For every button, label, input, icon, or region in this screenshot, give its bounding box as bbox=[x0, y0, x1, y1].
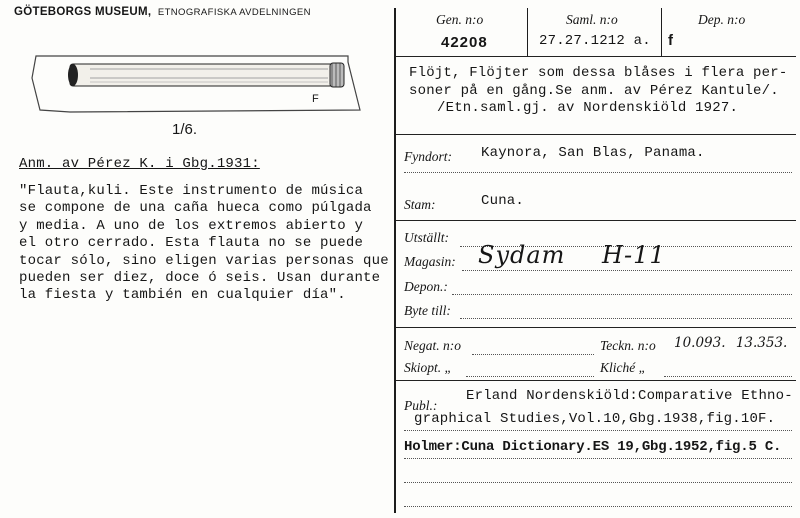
number-divider-1 bbox=[527, 8, 528, 56]
gen-number: 42208 bbox=[441, 34, 488, 51]
card-divider bbox=[394, 8, 396, 513]
figure-scale: 1/6. bbox=[172, 121, 198, 138]
museum-name: GÖTEBORGS MUSEUM, bbox=[14, 6, 152, 18]
department-name: ETNOGRAFISKA AVDELNINGEN bbox=[157, 7, 311, 18]
publ-label: Publ.: bbox=[404, 398, 438, 413]
saml-mark: f bbox=[668, 32, 673, 49]
byte-dots bbox=[460, 318, 792, 319]
kliche-rule bbox=[396, 380, 796, 381]
stam-label: Stam: bbox=[404, 197, 436, 212]
saml-number: 27.27.1212 a. bbox=[539, 33, 651, 49]
dep-label: Dep. n:o bbox=[698, 12, 746, 27]
museum-header bbox=[14, 6, 311, 18]
magasin-label: Magasin: bbox=[404, 254, 456, 269]
description-line: soner på en gång.Se anm. av Pérez Kantule/. bbox=[409, 82, 779, 99]
magasin-dots bbox=[462, 270, 792, 271]
fyndort-value: Kaynora, San Blas, Panama. bbox=[481, 145, 705, 161]
teckn-value: 10.093. 13.353. bbox=[674, 335, 788, 351]
teckn-label: Teckn. n:o bbox=[600, 338, 656, 353]
number-divider-2 bbox=[661, 8, 662, 56]
publication-line: Erland Nordenskiöld:Comparative Ethno- bbox=[466, 388, 793, 404]
flute-drawing bbox=[30, 48, 370, 120]
byte-rule bbox=[396, 327, 796, 328]
fyndort-label: Fyndort: bbox=[404, 149, 452, 164]
object-description bbox=[409, 65, 787, 118]
numbers-rule bbox=[396, 56, 796, 57]
description-line: Flöjt, Flöjter som dessa blåses i flera per- bbox=[409, 65, 788, 81]
negat-dots bbox=[472, 354, 594, 355]
annotation-line: el otro cerrado. Esta flauta no se puede bbox=[19, 235, 364, 252]
annotation-line: y media. A uno de los extremos abierto y bbox=[19, 217, 364, 234]
gen-label: Gen. n:o bbox=[436, 12, 484, 27]
kliche-dots bbox=[664, 376, 792, 377]
dotted-rule bbox=[404, 172, 792, 173]
publication-line: Holmer:Cuna Dictionary.ES 19,Gbg.1952,fig.5 C. bbox=[404, 439, 782, 455]
annotation-line: la fiesta y también en cualquier día". bbox=[19, 287, 346, 304]
annotation-text bbox=[19, 183, 389, 305]
annotation-line: se compone de una caña hueca como púlgada bbox=[19, 200, 372, 217]
extra-dots bbox=[404, 482, 792, 483]
byte-label: Byte till: bbox=[404, 303, 451, 318]
annotation-heading: Anm. av Pérez K. i Gbg.1931: bbox=[19, 156, 260, 172]
stam-value: Cuna. bbox=[481, 193, 525, 209]
description-rule bbox=[396, 134, 796, 135]
annotation-line: "Flauta,kuli. Este instrumento de música bbox=[19, 183, 364, 199]
extra-dots bbox=[404, 458, 792, 459]
stam-rule bbox=[396, 220, 796, 221]
extra-dots bbox=[404, 506, 792, 507]
skiopt-dots bbox=[466, 376, 594, 377]
depon-label: Depon.: bbox=[404, 279, 448, 294]
publ-dots bbox=[404, 430, 792, 431]
annotation-line: tocar sólo, sino eligen varias personas que bbox=[19, 252, 389, 269]
annotation-line: pueden ser diez, doce ó seis. Usan durante bbox=[19, 270, 381, 287]
depon-dots bbox=[452, 294, 792, 295]
saml-label: Saml. n:o bbox=[566, 12, 618, 27]
description-line: /Etn.saml.gj. av Nordenskiöld 1927. bbox=[437, 100, 739, 117]
negat-label: Negat. n:o bbox=[404, 338, 461, 353]
kliche-label: Kliché „ bbox=[600, 360, 647, 375]
figure-marker: F bbox=[312, 93, 319, 105]
utstallt-label: Utställt: bbox=[404, 230, 450, 245]
magasin-value: Sydam H-11 bbox=[478, 241, 666, 269]
skiopt-label: Skiopt. „ bbox=[404, 360, 453, 375]
publication-line: graphical Studies,Vol.10,Gbg.1938,fig.10F. bbox=[414, 411, 776, 427]
